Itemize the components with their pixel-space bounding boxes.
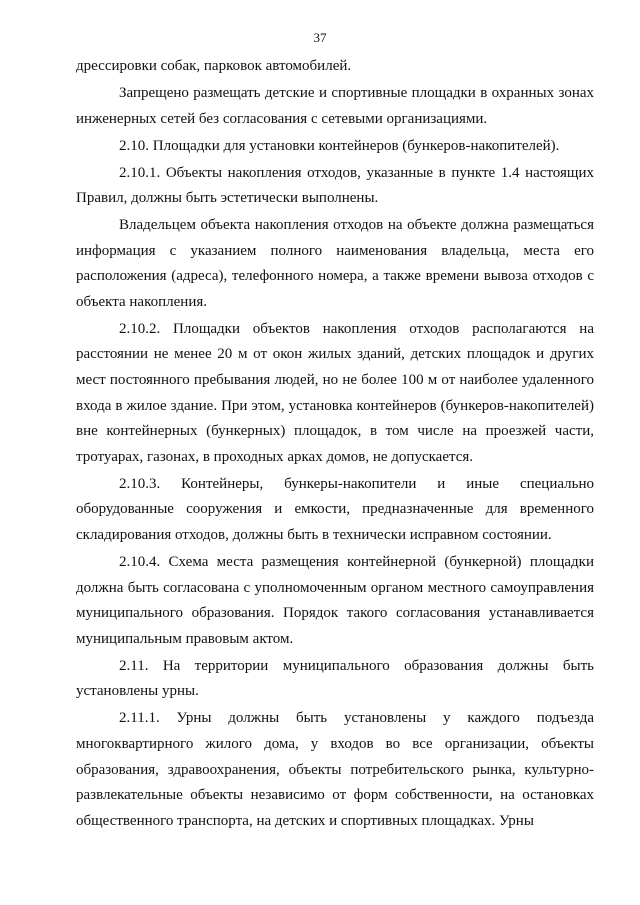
section-heading-2-10: 2.10. Площадки для установки контейнеров (бункеров-накопителей). (119, 137, 560, 154)
paragraph-owner-information: Владельцем объекта накопления отходов на объекте должна размещаться информация с указанием полного наименования владельца, места его расположения (адреса), телефонного номера, а также времени вывоза отходов с объекта накопления. (76, 217, 594, 310)
paragraph-2-10-1: 2.10.1. Объекты накопления отходов, указанные в пункте 1.4 настоящих Правил, должны быть эстетически выполнены. (76, 164, 594, 207)
paragraph-prohibition: Запрещено размещать детские и спортивные площадки в охранных зонах инженерных сетей без согласования с сетевыми организациями. (76, 84, 594, 127)
paragraph-2-10-2: 2.10.2. Площадки объектов накопления отходов располагаются на расстоянии не менее 20 м от окон жилых зданий, детских площадок и других мест постоянного пребывания людей, но не более 100 м от наиболее удаленного входа в жилое здание. При этом, установка контейнеров (бункеров-накопителей) вне контейнерных (бункерных) площадок, в том числе на проезжей части, тротуарах, газонах, в проходных арках домов, не допускается. (76, 320, 594, 465)
paragraph-2-11: 2.11. На территории муниципального образования должны быть установлены урны. (76, 657, 594, 700)
paragraph-2-10-3: 2.10.3. Контейнеры, бункеры-накопители и иные специально оборудованные сооружения и емкости, предназначенные для временного складирования отходов, должны быть в технически исправном состоянии. (76, 475, 594, 544)
paragraph-2-10-4: 2.10.4. Схема места размещения контейнерной (бункерной) площадки должна быть согласована с уполномоченным органом местного самоуправления муниципального образования. Порядок такого согласования устанавливается муниципальным правовым актом. (76, 554, 594, 647)
document-body (76, 54, 594, 836)
paragraph-2-11-1: 2.11.1. Урны должны быть установлены у каждого подъезда многоквартирного жилого дома, у входов во все организации, объекты образования, здравоохранения, объекты потребительского рынка, культурно-развлекательные объекты независимо от форм собственности, на остановках общественного транспорта, на детских и спортивных площадках. Урны (76, 710, 594, 829)
page-number: 37 (313, 30, 327, 45)
paragraph-continuation: дрессировки собак, парковок автомобилей. (76, 58, 352, 74)
